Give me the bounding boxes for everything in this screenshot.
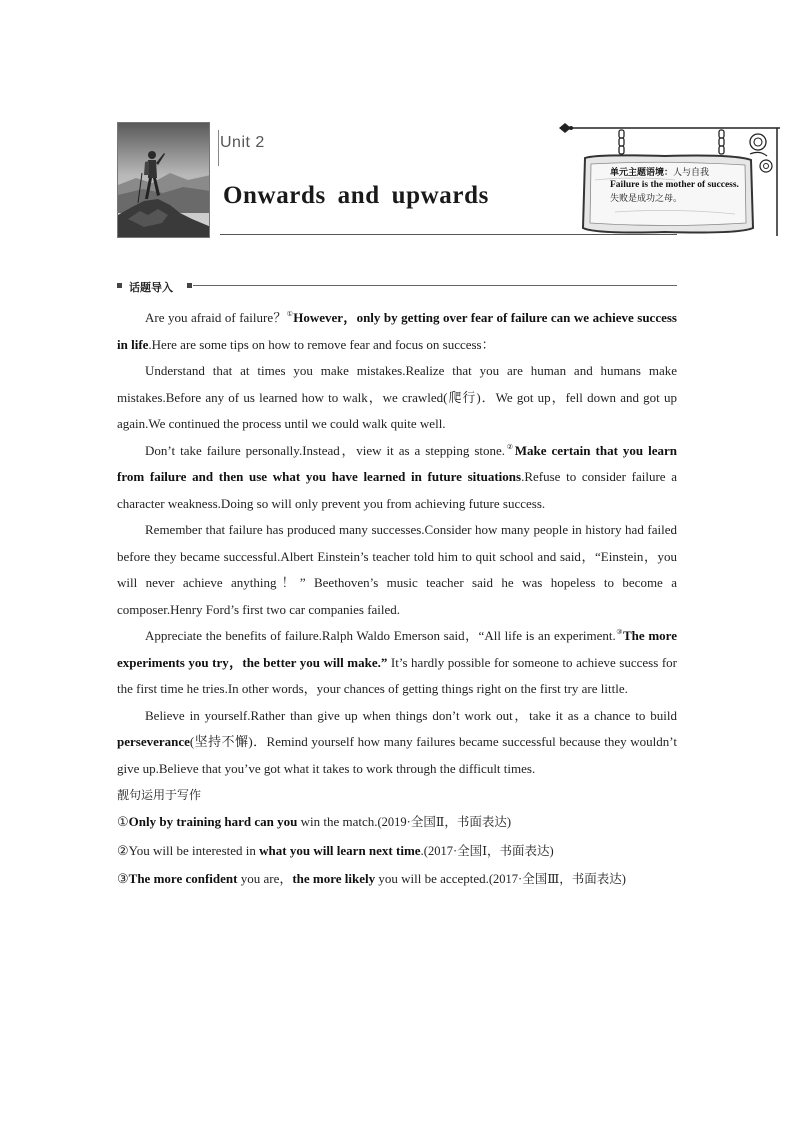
p3-text-c: .Refuse to consider failure a character weakness.Doing so will only prevent you from achieving future success. [117, 469, 677, 511]
p6-text-c: (坚持不懈)．Remind yourself how many failures became successful because they wouldn’t give up.Believe that you’ve got what it takes to work through the difficult times. [117, 734, 677, 776]
writing-heading: 靓句运用于写作 [117, 788, 202, 802]
p1-text-a: Are you afraid of failure？ [145, 310, 287, 325]
paragraph-4: Remember that failure has produced many successes.Consider how many people in history had failed before they became successful.Albert Einstein’s teacher told him to quit school and said，“Einstein，you will never achieve anything！” Beethoven’s music teacher said he was hopeless to become a composer.Henry Ford’s first two car companies failed. [117, 522, 677, 617]
writing-example-1 [117, 808, 677, 837]
p1-text-c: .Here are some tips on how to remove fear and focus on success： [148, 336, 495, 352]
item-source: (2017·全国Ⅲ，书面表达) [488, 872, 626, 886]
theme-label: 单元主题语境： [610, 167, 674, 177]
section-rule [193, 285, 677, 286]
p5-text-c: It’s hardly possible for someone to achieve success for the first time he tries.In other words，your chances of getting things right on the first try are little. [117, 654, 677, 696]
hiker-photo [117, 122, 210, 238]
unit-title: Onwards and upwards [223, 182, 489, 209]
p1-key-sentence: However，only by getting over fear of failure can we achieve success in life [117, 310, 677, 352]
section-title: 话题导入 [129, 281, 173, 294]
square-bullet-icon [187, 283, 192, 288]
unit-label: Unit 2 [220, 134, 265, 151]
theme-value: 人与自我 [673, 167, 710, 177]
item-number: ① [117, 814, 129, 829]
paragraph-5 [117, 623, 677, 703]
item-source: (2019·全国Ⅱ，书面表达) [377, 815, 511, 829]
square-bullet-icon [117, 283, 122, 288]
unit-header [117, 118, 739, 236]
writing-example-3 [117, 865, 677, 894]
item-bold: the more likely [292, 871, 376, 886]
item-bold: what you will learn next time [259, 842, 421, 858]
unit-title-block [220, 126, 739, 236]
paragraph-3 [117, 438, 677, 518]
item-text: you will be accepted. [375, 871, 489, 886]
item-source: (2017·全国Ⅰ，书面表达) [423, 843, 554, 858]
paragraph-2: Understand that at times you make mistakes.Realize that you are human and humans make mistakes.Before any of us learned how to walk，we crawled(爬行)．We got up，fell down and got up again.We continued the process until we could walk quite well. [117, 363, 677, 431]
item-text: you are， [237, 871, 293, 886]
paragraph-1 [117, 305, 677, 358]
unit-divider [218, 130, 219, 166]
motto-chinese: 失败是成功之母。 [610, 193, 683, 203]
item-number: ③ [117, 871, 129, 886]
hiker-image [118, 123, 210, 238]
writing-example-2 [117, 837, 677, 866]
sentence-marker: ③ [615, 628, 623, 636]
item-bold: Only by training hard can you [128, 814, 298, 829]
p5-text-a: Appreciate the benefits of failure.Ralph Waldo Emerson said，“All life is an experiment. [145, 628, 616, 643]
p6-keyword: perseverance [117, 734, 190, 749]
reading-passage [117, 305, 677, 894]
p5-key-sentence: The more experiments you try，the better you will make.” [117, 628, 677, 670]
paragraph-6 [117, 703, 677, 783]
theme-context [610, 166, 740, 179]
sentence-marker: ② [505, 442, 515, 451]
motto-english: Failure is the mother of success. [610, 180, 739, 190]
item-text: ②You will be interested in [117, 842, 260, 858]
item-text: . [420, 842, 424, 858]
item-bold: The more confident [128, 871, 238, 886]
p3-key-sentence: Make certain that you learn from failure and then use what you have learned in future situations [117, 442, 677, 484]
item-text: win the match. [297, 814, 378, 829]
p6-text-a: Believe in yourself.Rather than give up when things don’t work out，take it as a chance to build [145, 707, 677, 723]
p3-text-a: Don’t take failure personally.Instead，view it as a stepping stone. [145, 442, 506, 458]
section-heading-bar [117, 279, 677, 293]
sentence-marker: ① [286, 310, 294, 318]
theme-sign-text [610, 166, 740, 205]
